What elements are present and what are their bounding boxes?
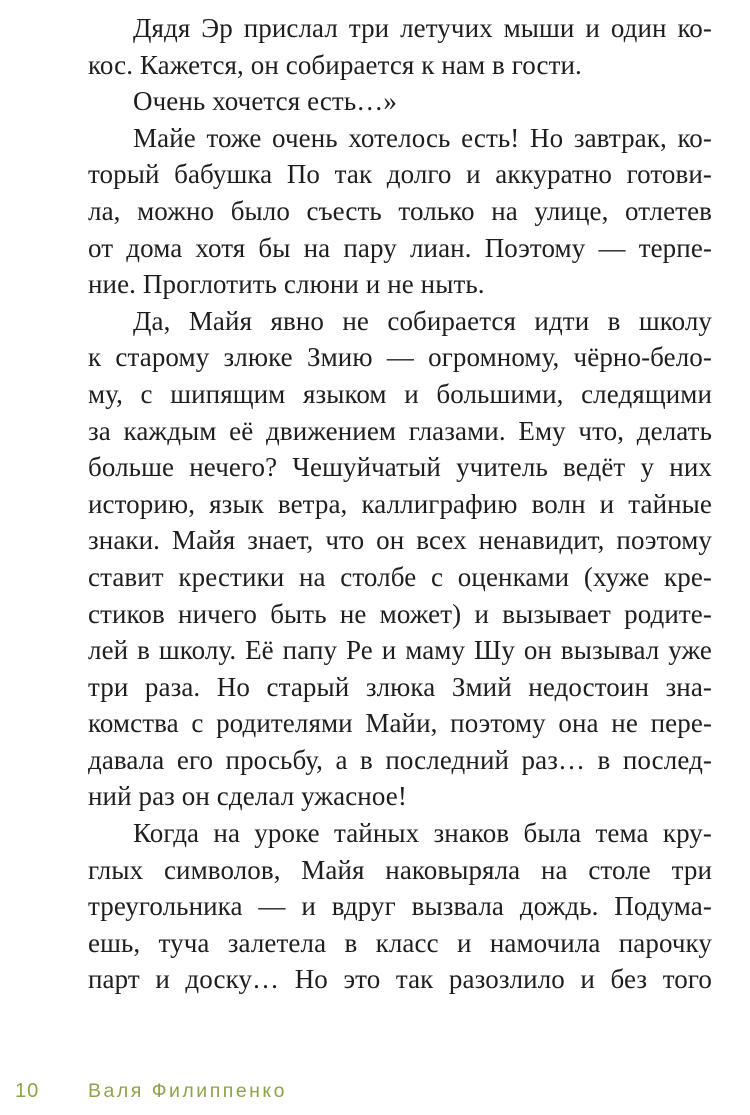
text-line: знаки. Майя знает, что он всех ненавидит, поэтому xyxy=(88,525,712,556)
text-line: парт и доску… Но это так разозлило и без того xyxy=(88,964,712,995)
text-line: комства с родителями Майи, поэтому она не пере- xyxy=(88,708,712,739)
text-line: стиков ничего быть не может) и вызывает родите- xyxy=(88,598,712,629)
text-line: ние. Проглотить слюни и не ныть. xyxy=(88,269,485,300)
text-line: торый бабушка По так долго и аккуратно готови- xyxy=(88,159,712,190)
author-name: Валя Филиппенко xyxy=(88,1080,288,1102)
text-line: Майе тоже очень хотелось есть! Но завтрак, ко- xyxy=(133,122,712,153)
text-line: глых символов, Майя наковыряла на столе три xyxy=(88,854,712,885)
text-line: ешь, туча залетела в класс и намочила парочку xyxy=(88,927,712,958)
text-line: Очень хочется есть…» xyxy=(133,86,397,117)
text-line: Когда на уроке тайных знаков была тема кру- xyxy=(133,818,712,849)
text-line: ний раз он сделал ужасное! xyxy=(88,781,407,812)
text-line: кос. Кажется, он собирается к нам в гости. xyxy=(88,49,582,80)
text-line: давала его просьбу, а в последний раз… в послед- xyxy=(88,744,712,775)
text-line: Да, Майя явно не собирается идти в школу xyxy=(133,305,712,336)
text-line: от дома хотя бы на пару лиан. Поэтому — терпе- xyxy=(88,232,712,263)
page-footer xyxy=(0,1080,750,1106)
text-line: три раза. Но старый злюка Змий недостоин зна- xyxy=(88,671,712,702)
text-line: му, с шипящим языком и большими, следящими xyxy=(88,378,712,409)
text-line: лей в школу. Её папу Ре и маму Шу он вызывал уже xyxy=(88,635,712,666)
text-line: за каждым её движением глазами. Ему что, делать xyxy=(88,415,712,446)
page-number: 10 xyxy=(15,1080,40,1102)
body-text xyxy=(88,10,712,998)
text-line: треугольника — и вдруг вызвала дождь. Подума- xyxy=(88,891,712,922)
text-line: к старому злюке Змию — огромному, чёрно-бело- xyxy=(88,342,712,373)
text-line: больше нечего? Чешуйчатый учитель ведёт у них xyxy=(88,452,712,483)
text-line: ла, можно было съесть только на улице, отлетев xyxy=(88,195,712,226)
text-line: Дядя Эр прислал три летучих мыши и один ко- xyxy=(133,13,712,43)
text-line: ставит крестики на столбе с оценками (хуже кре- xyxy=(88,561,712,592)
text-line: историю, язык ветра, каллиграфию волн и тайные xyxy=(88,488,712,519)
